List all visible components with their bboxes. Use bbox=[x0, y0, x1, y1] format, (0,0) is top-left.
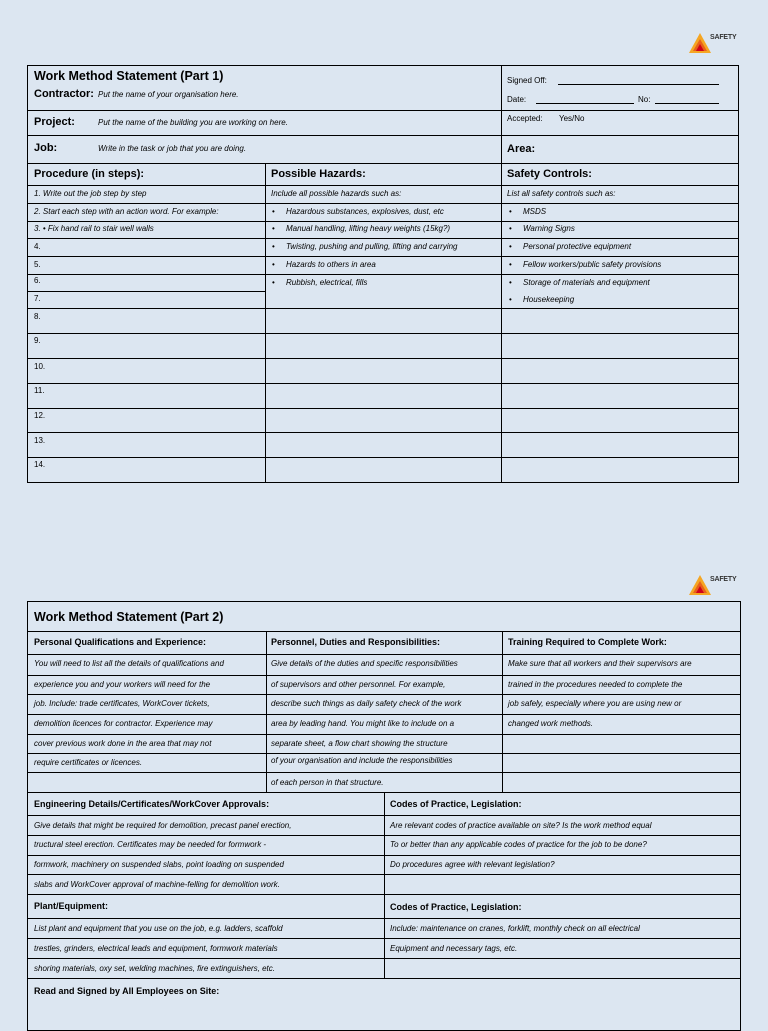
control-item[interactable]: • Warning Signs bbox=[523, 224, 575, 233]
controls-header: Safety Controls: bbox=[507, 168, 592, 180]
qual-line[interactable]: require certificates or licences. bbox=[34, 758, 143, 767]
safety-logo bbox=[688, 574, 738, 596]
accepted-label: Accepted: bbox=[507, 114, 543, 123]
hazard-item[interactable]: • Hazards to others in area bbox=[286, 260, 376, 269]
date-field[interactable] bbox=[536, 103, 634, 104]
personnel-line[interactable]: of your organisation and include the responsibilities bbox=[271, 756, 453, 765]
control-item[interactable]: • MSDS bbox=[523, 207, 546, 216]
part1-title: Work Method Statement (Part 1) bbox=[34, 69, 224, 83]
procedure-row[interactable]: 8. bbox=[34, 312, 41, 321]
accepted-value[interactable]: Yes/No bbox=[559, 114, 585, 123]
eng-line[interactable]: formwork, machinery on suspended slabs, point loading on suspended bbox=[34, 860, 284, 869]
job-hint[interactable]: Write in the task or job that you are doing. bbox=[98, 144, 247, 153]
codes-header: Codes of Practice, Legislation: bbox=[390, 799, 522, 809]
procedure-row[interactable]: 2. Start each step with an action word. For example: bbox=[34, 207, 219, 216]
area-label: Area: bbox=[507, 143, 536, 155]
codes-line[interactable]: Do procedures agree with relevant legislation? bbox=[390, 860, 555, 869]
plant-line[interactable]: shoring materials, oxy set, welding machines, fire extinguishers, etc. bbox=[34, 964, 275, 973]
triangle-logo-icon bbox=[688, 32, 712, 54]
personnel-line[interactable]: Give details of the duties and specific responsibilities bbox=[271, 659, 458, 668]
training-line[interactable]: changed work methods. bbox=[508, 719, 593, 728]
qual-line[interactable]: demolition licences for contractor. Experience may bbox=[34, 719, 213, 728]
procedure-row[interactable]: 9. bbox=[34, 336, 41, 345]
control-item[interactable]: • Fellow workers/public safety provisions bbox=[523, 260, 661, 269]
procedure-row[interactable]: 7. bbox=[34, 294, 41, 303]
no-label: No: bbox=[638, 95, 651, 104]
training-line[interactable]: Make sure that all workers and their supervisors are bbox=[508, 659, 692, 668]
procedure-row[interactable]: 13. bbox=[34, 436, 46, 445]
procedure-row[interactable]: 10. bbox=[34, 362, 46, 371]
signed-header: Read and Signed by All Employees on Site: bbox=[34, 986, 220, 996]
controls-intro: List all safety controls such as: bbox=[507, 189, 616, 198]
qual-line[interactable]: job. Include: trade certificates, WorkCover tickets, bbox=[34, 699, 210, 708]
control-item[interactable]: • Personal protective equipment bbox=[523, 242, 631, 251]
logo-text: SAFETY bbox=[710, 34, 737, 41]
codes-line[interactable]: To or better than any applicable codes of practice for the job to be done? bbox=[390, 840, 647, 849]
procedure-row[interactable]: 5. bbox=[34, 260, 41, 269]
plant-header: Plant/Equipment: bbox=[34, 901, 108, 911]
contractor-hint[interactable]: Put the name of your organisation here. bbox=[98, 90, 239, 99]
codes2-line[interactable]: Equipment and necessary tags, etc. bbox=[390, 944, 518, 953]
qual-line[interactable]: You will need to list all the details of qualifications and bbox=[34, 659, 224, 668]
training-line[interactable]: trained in the procedures needed to complete the bbox=[508, 680, 683, 689]
hazard-item[interactable]: • Twisting, pushing and pulling, lifting and carrying bbox=[286, 242, 458, 251]
personnel-line[interactable]: of supervisors and other personnel. For example, bbox=[271, 680, 446, 689]
personnel-line[interactable]: describe such things as daily safety check of the work bbox=[271, 699, 462, 708]
signed-off-field[interactable] bbox=[558, 84, 719, 85]
hazard-item[interactable]: • Manual handling, lifting heavy weights (15kg?) bbox=[286, 224, 450, 233]
project-hint[interactable]: Put the name of the building you are working on here. bbox=[98, 118, 288, 127]
logo-text: SAFETY bbox=[710, 576, 737, 583]
eng-header: Engineering Details/Certificates/WorkCover Approvals: bbox=[34, 799, 270, 809]
safety-logo bbox=[688, 32, 738, 54]
eng-line[interactable]: Give details that might be required for demolition, precast panel erection, bbox=[34, 821, 292, 830]
codes2-header: Codes of Practice, Legislation: bbox=[390, 902, 522, 912]
procedure-row[interactable]: 1. Write out the job step by step bbox=[34, 189, 147, 198]
personnel-line[interactable]: separate sheet, a flow chart showing the structure bbox=[271, 739, 448, 748]
eng-line[interactable]: tructural steel erection. Certificates may be needed for formwork - bbox=[34, 840, 267, 849]
plant-line[interactable]: List plant and equipment that you use on the job, e.g. ladders, scaffold bbox=[34, 924, 283, 933]
procedure-row[interactable]: 6. bbox=[34, 276, 41, 285]
procedure-row[interactable]: 12. bbox=[34, 411, 46, 420]
part1-form bbox=[27, 65, 739, 483]
procedure-row[interactable]: 3. • Fix hand rail to stair well walls bbox=[34, 224, 154, 233]
codes-line[interactable]: Are relevant codes of practice available on site? Is the work method equal bbox=[390, 821, 652, 830]
control-item[interactable]: • Storage of materials and equipment bbox=[523, 278, 650, 287]
qual-header: Personal Qualifications and Experience: bbox=[34, 637, 207, 647]
hazards-intro: Include all possible hazards such as: bbox=[271, 189, 402, 198]
training-line[interactable]: job safely, especially where you are using new or bbox=[508, 699, 682, 708]
control-item[interactable]: • Housekeeping bbox=[523, 295, 574, 304]
procedure-row[interactable]: 11. bbox=[34, 386, 45, 395]
hazards-header: Possible Hazards: bbox=[271, 168, 366, 180]
personnel-header: Personnel, Duties and Responsibilities: bbox=[271, 637, 441, 647]
part2-title: Work Method Statement (Part 2) bbox=[34, 610, 224, 624]
hazard-item[interactable]: • Rubbish, electrical, fills bbox=[286, 278, 367, 287]
project-label: Project: bbox=[34, 116, 75, 128]
signed-off-label: Signed Off: bbox=[507, 76, 547, 85]
training-header: Training Required to Complete Work: bbox=[508, 637, 667, 647]
procedure-row[interactable]: 14. bbox=[34, 460, 46, 469]
hazard-item[interactable]: • Hazardous substances, explosives, dust, etc bbox=[286, 207, 444, 216]
plant-line[interactable]: trestles, grinders, electrical leads and equipment, formwork materials bbox=[34, 944, 278, 953]
personnel-line[interactable]: of each person in that structure. bbox=[271, 778, 384, 787]
no-field[interactable] bbox=[655, 103, 719, 104]
job-label: Job: bbox=[34, 142, 58, 154]
qual-line[interactable]: cover previous work done in the area that may not bbox=[34, 739, 212, 748]
date-label: Date: bbox=[507, 95, 527, 104]
eng-line[interactable]: slabs and WorkCover approval of machine-felling for demolition work. bbox=[34, 880, 280, 889]
personnel-line[interactable]: area by leading hand. You might like to include on a bbox=[271, 719, 455, 728]
procedure-header: Procedure (in steps): bbox=[34, 168, 145, 180]
procedure-row[interactable]: 4. bbox=[34, 242, 41, 251]
contractor-label: Contractor: bbox=[34, 88, 94, 100]
triangle-logo-icon bbox=[688, 574, 712, 596]
codes2-line[interactable]: Include: maintenance on cranes, forklift, monthly check on all electrical bbox=[390, 924, 640, 933]
part2-form bbox=[27, 601, 741, 1031]
qual-line[interactable]: experience you and your workers will need for the bbox=[34, 680, 211, 689]
